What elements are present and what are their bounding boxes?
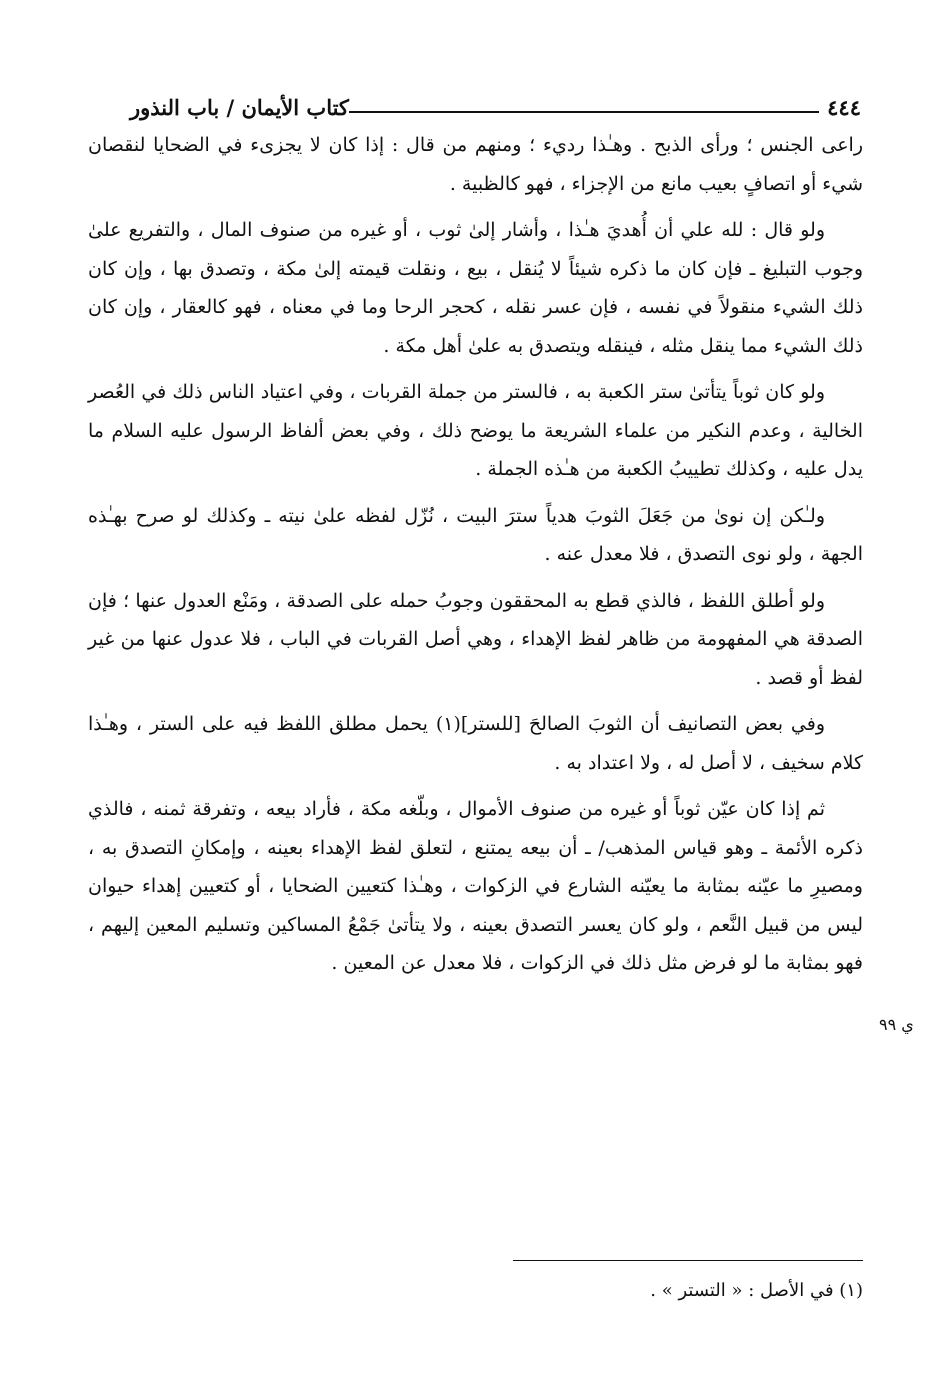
paragraph-1: راعى الجنس ؛ ورأى الذبح . وهـٰذا رديء ؛ ومنهم من قال : إذا كان لا يجزىء في الضحايا لنقصان شيء أو اتصافٍ بعيب مانع من الإجزاء ، فهو كالظبية .	[88, 134, 863, 195]
paragraph-6: وفي بعض التصانيف أن الثوبَ الصالحَ [للستر](١) يحمل مطلق اللفظ فيه على الستر ، وهـٰذا كلام سخيف ، لا أصل له ، ولا اعتداد به .	[88, 713, 863, 774]
page-number: ٤٤٤	[827, 95, 861, 120]
chapter-title: كتاب الأيمان / باب النذور	[130, 95, 349, 120]
page-body	[88, 126, 863, 991]
header-rule	[349, 111, 819, 113]
paragraph-2: ولو قال : لله علي أن أُهديَ هـٰذا ، وأشار إلىٰ ثوب ، أو غيره من صنوف المال ، والتفريع علىٰ وجوب التبليغ ـ فإن كان ما ذكره شيئاً لا يُنقل ، بيع ، ونقلت قيمته إلىٰ مكة ، وتصدق بها ، وإن كان ذلك الشيء منقولاً في نفسه ، فإن عسر نقله ، كحجر الرحا وما في معناه ، فهو كالعقار ، وإن كان ذلك الشيء مما ينقل مثله ، فينقله ويتصدق به علىٰ أهل مكة .	[88, 219, 863, 357]
paragraph-4: ولـٰكن إن نوىٰ من جَعَلَ الثوبَ هدياً سترَ البيت ، نُزّل لفظه علىٰ نيته ـ وكذلك لو صرح بهـٰذه الجهة ، ولو نوى التصدق ، فلا معدل عنه .	[88, 504, 863, 565]
footnote-rule	[513, 1260, 863, 1261]
page-header	[120, 80, 861, 120]
margin-folio-note: ي ٩٩	[879, 1015, 914, 1034]
paragraph-7: ثم إذا كان عيّن ثوباً أو غيره من صنوف الأموال ، وبلّغه مكة ، فأراد بيعه ، وتفرقة ثمنه ، فالذي ذكره الأئمة ـ وهو قياس المذهب/ ـ أن بيعه يمتنع ، لتعلق لفظ الإهداء بعينه ، وإمكانِ التصدق به ، ومصيرِ ما عيّنه بمثابة ما يعيّنه الشارع في الزكوات ، وهـٰذا كتعيين الضحايا ، أو كتعيين إهداء حيوان ليس من قبيل النَّعم ، ولو كان يعسر التصدق بعينه ، ولا يتأتىٰ جَمْعُ المساكين وتسليم المعين إليهم ، فهو بمثابة ما لو فرض مثل ذلك في الزكوات ، فلا معدل عن المعين .	[88, 798, 863, 974]
footnote: (١) في الأصل : « التستر » .	[650, 1280, 863, 1301]
paragraph-3: ولو كان ثوباً يتأتىٰ ستر الكعبة به ، فالستر من جملة القربات ، وفي اعتياد الناس ذلك في العُصر الخالية ، وعدم النكير من علماء الشريعة ما يوضح ذلك ، وفي بعض ألفاظ الرسول عليه السلام ما يدل عليه ، وكذلك تطييبُ الكعبة من هـٰذه الجملة .	[88, 381, 863, 480]
paragraph-5: ولو أطلق اللفظ ، فالذي قطع به المحققون وجوبُ حمله على الصدقة ، ومَنْع العدول عنها ؛ فإن الصدقة هي المفهومة من ظاهر لفظ الإهداء ، وهي أصل القربات في الباب ، فلا عدول عنها من غير لفظ أو قصد .	[88, 589, 863, 689]
